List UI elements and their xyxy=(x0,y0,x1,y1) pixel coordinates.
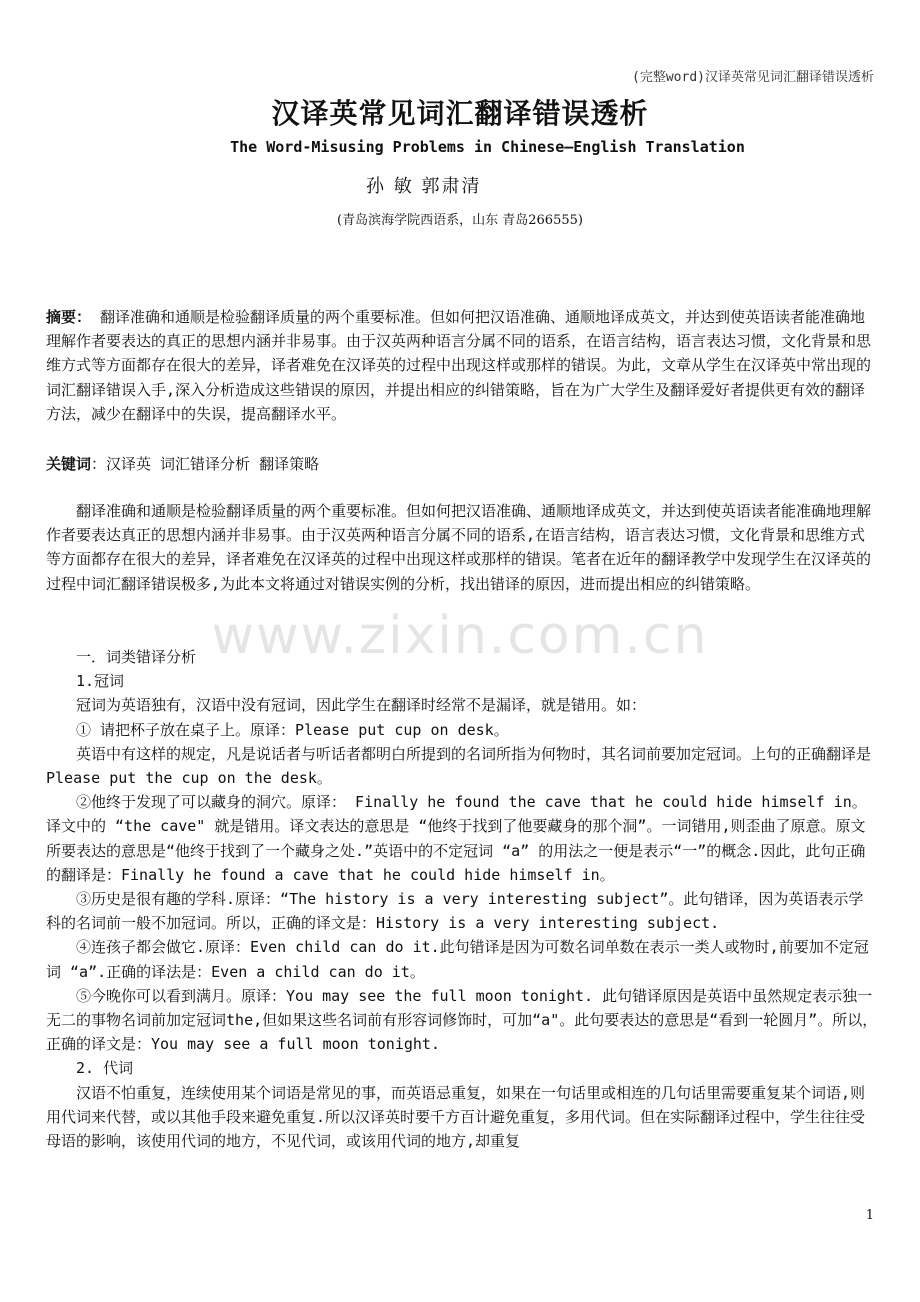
paragraph: 冠词为英语独有，汉语中没有冠词，因此学生在翻译时经常不是漏译，就是错用。如： xyxy=(76,696,647,715)
paragraph: 英语中有这样的规定，凡是说话者与听话者都明白所提到的名词所指为何物时，其名词前要加定冠词。上句的正确翻译是Please put the cup on the desk。 xyxy=(46,744,872,788)
abstract-label: 摘要： xyxy=(46,308,92,326)
paper-subtitle: The Word-Misusing Problems in Chinese—English Translation xyxy=(230,138,745,156)
running-header: (完整word)汉译英常见词汇翻译错误透析 xyxy=(632,70,874,85)
example-5: ⑤今晚你可以看到满月。原译：You may see the full moon tonight. 此句错译原因是英语中虽然规定表示独一无二的事物名词前加定冠词the,但如果这些名词前有形容词修饰时，可加“a"。此句要表达的意思是“看到一轮圆月”。所以，正确的译文是：You may see a full moon tonight. xyxy=(46,986,878,1054)
keywords xyxy=(46,452,878,476)
keywords-text: ：汉译英 词汇错译分析 翻译策略 xyxy=(91,455,320,473)
section-heading: 一．词类错译分析 xyxy=(76,648,197,666)
example-3: ③历史是很有趣的学科.原译：“The history is a very interesting subject”。此句错译，因为英语表示学科的名词前一般不加冠词。所以，正确的译文是：History is a very interesting subject. xyxy=(46,890,864,933)
watermark: www.zixin.com.cn xyxy=(211,606,709,666)
authors: 孙 敏 郭肃清 xyxy=(366,176,482,197)
affiliation: (青岛滨海学院西语系，山东 青岛266555) xyxy=(337,213,583,228)
example-1: ① 请把杯子放在桌子上。原译：Please put cup on desk。 xyxy=(76,720,509,739)
body-sections xyxy=(46,645,878,1153)
keywords-label: 关键词 xyxy=(46,455,92,473)
abstract xyxy=(46,305,878,426)
paragraph: 汉语不怕重复，连续使用某个词语是常见的事，而英语忌重复，如果在一句话里或相连的几句话里需要重复某个词语,则用代词来代替，或以其他手段来避免重复.所以汉译英时要千方百计避免重复，多用代词。但在实际翻译过程中，学生往往受母语的影响，该使用代词的地方，不见代词，或该用代词的地方,却重复 xyxy=(46,1083,866,1151)
intro-paragraph: 翻译准确和通顺是检验翻译质量的两个重要标准。但如何把汉语准确、通顺地译成英文，并达到使英语读者能准确地理解作者要表达真正的思想内涵并非易事。由于汉英两种语言分属不同的语系,在语言结构，语言表达习惯，文化背景和思维方式等方面都存在很大的差异，译者难免在汉译英的过程中出现这样或那样的错误。笔者在近年的翻译教学中发现学生在汉译英的过程中词汇翻译错误极多,为此本文将通过对错误实例的分析，找出错译的原因，进而提出相应的纠错策略。 xyxy=(46,502,872,593)
paper-title: 汉译英常见词汇翻译错误透析 xyxy=(271,97,649,130)
example-2: ②他终于发现了可以藏身的洞穴。原译： Finally he found the cave that he could hide himself in。 xyxy=(76,793,867,812)
subsection-heading: 1.冠词 xyxy=(76,672,125,691)
paragraph: 译文中的 “the cave" 就是错用。译文表达的意思是 “他终于找到了他要藏身的那个洞”。一词错用,则歪曲了原意。原文所要表达的意思是“他终于找到了一个藏身之处.”英语中的不定冠词 “a” 的用法之一便是表示“一”的概念.因此，此句正确的翻译是：Finally he found a cave that he could hide himself in。 xyxy=(46,817,866,884)
example-4: ④连孩子都会做它.原译：Even child can do it.此句错译是因为可数名词单数在表示一类人或物时,前要加不定冠词 “a”.正确的译法是：Even a child can do it。 xyxy=(46,938,869,981)
page-number: 1 xyxy=(865,1208,874,1223)
subsection-heading: 2. 代词 xyxy=(76,1059,134,1078)
abstract-text: 翻译准确和通顺是检验翻译质量的两个重要标准。但如何把汉语准确、通顺地译成英文，并达到使英语读者能准确地理解作者要表达的真正的思想内涵并非易事。由于汉英两种语言分属不同的语系，在语言结构，语言表达习惯，文化背景和思维方式等方面都存在很大的差异，译者难免在汉译英的过程中出现这样或那样的错误。为此，文章从学生在汉译英中常出现的词汇翻译错误入手,深入分析造成这些错误的原因，并提出相应的纠错策略，旨在为广大学生及翻译爱好者提供更有效的翻译方法，减少在翻译中的失误，提高翻译水平。 xyxy=(46,308,872,423)
